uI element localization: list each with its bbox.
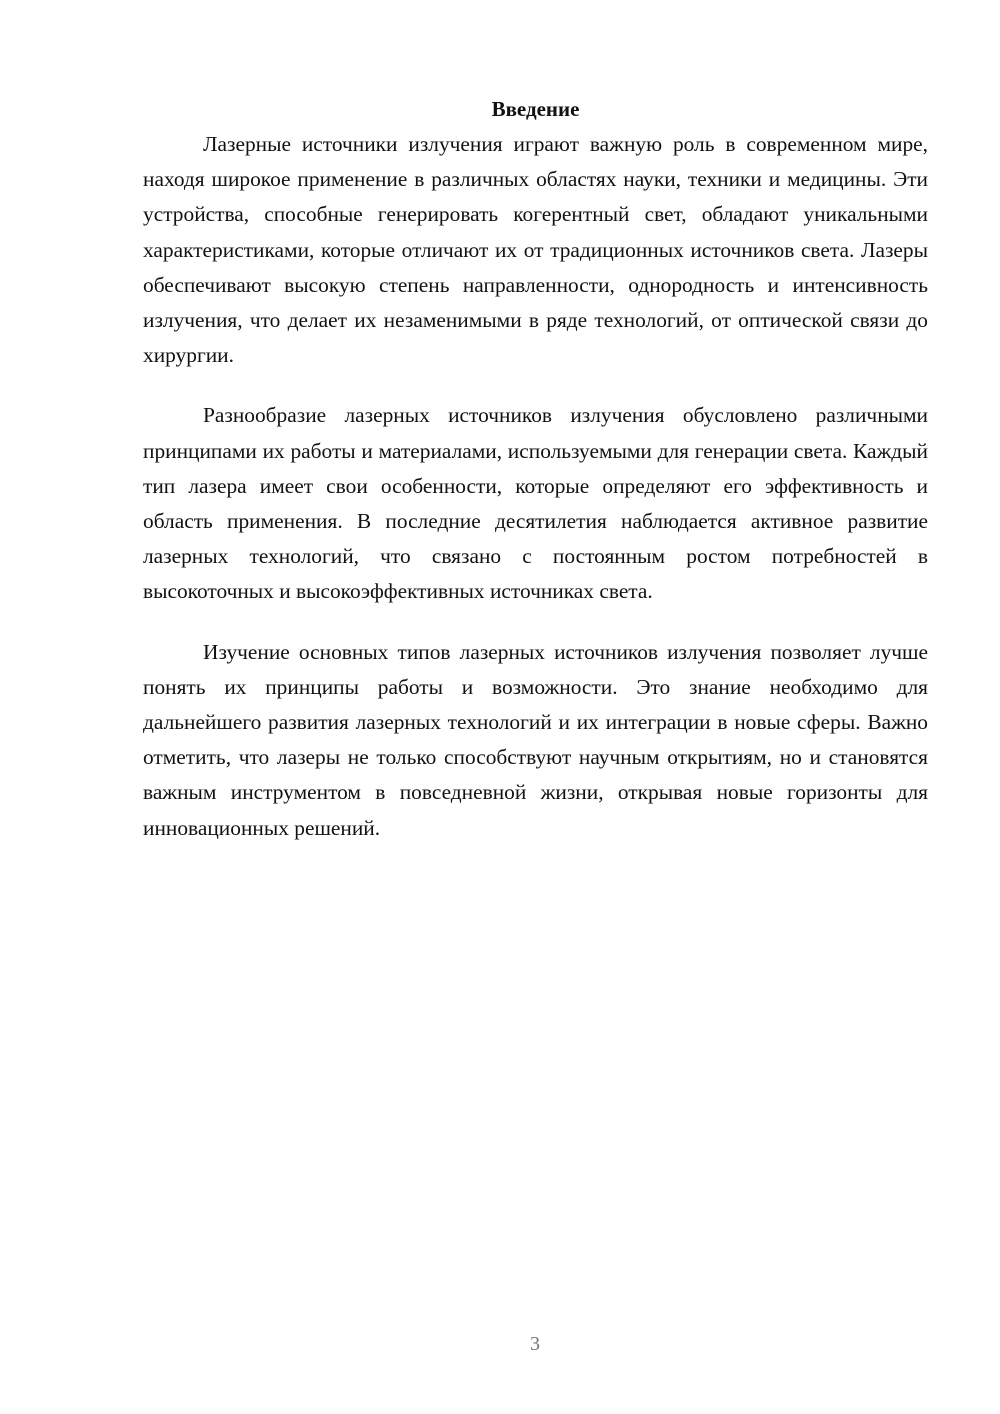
paragraph-1: Лазерные источники излучения играют важную роль в современном мире, находя широкое применение в различных областях науки, техники и медицины. Эти устройства, способные генерировать когерентный свет, обладают уникальными характеристиками, которые отличают их от традиционных источников света. Лазеры обеспечивают высокую степень направленности, однородность и интенсивность излучения, что делает их незаменимыми в ряде технологий, от оптической связи до хирургии.	[143, 132, 928, 368]
paragraph-2: Разнообразие лазерных источников излучения обусловлено различными принципами их работы и материалами, используемыми для генерации света. Каждый тип лазера имеет свои особенности, которые определяют его эффективность и область применения. В последние десятилетия наблюдается активное развитие лазерных технологий, что связано с постоянным ростом потребностей в высокоточных и высокоэффективных источниках света.	[143, 403, 928, 604]
page-number: 3	[530, 1333, 540, 1355]
section-heading: Введение	[491, 97, 580, 121]
document-body	[143, 92, 928, 871]
paragraph-3: Изучение основных типов лазерных источников излучения позволяет лучше понять их принципы работы и возможности. Это знание необходимо для дальнейшего развития лазерных технологий и их интеграции в новые сферы. Важно отметить, что лазеры не только способствуют научным открытиям, но и становятся важным инструментом в повседневной жизни, открывая новые горизонты для инновационных решений.	[143, 639, 928, 840]
